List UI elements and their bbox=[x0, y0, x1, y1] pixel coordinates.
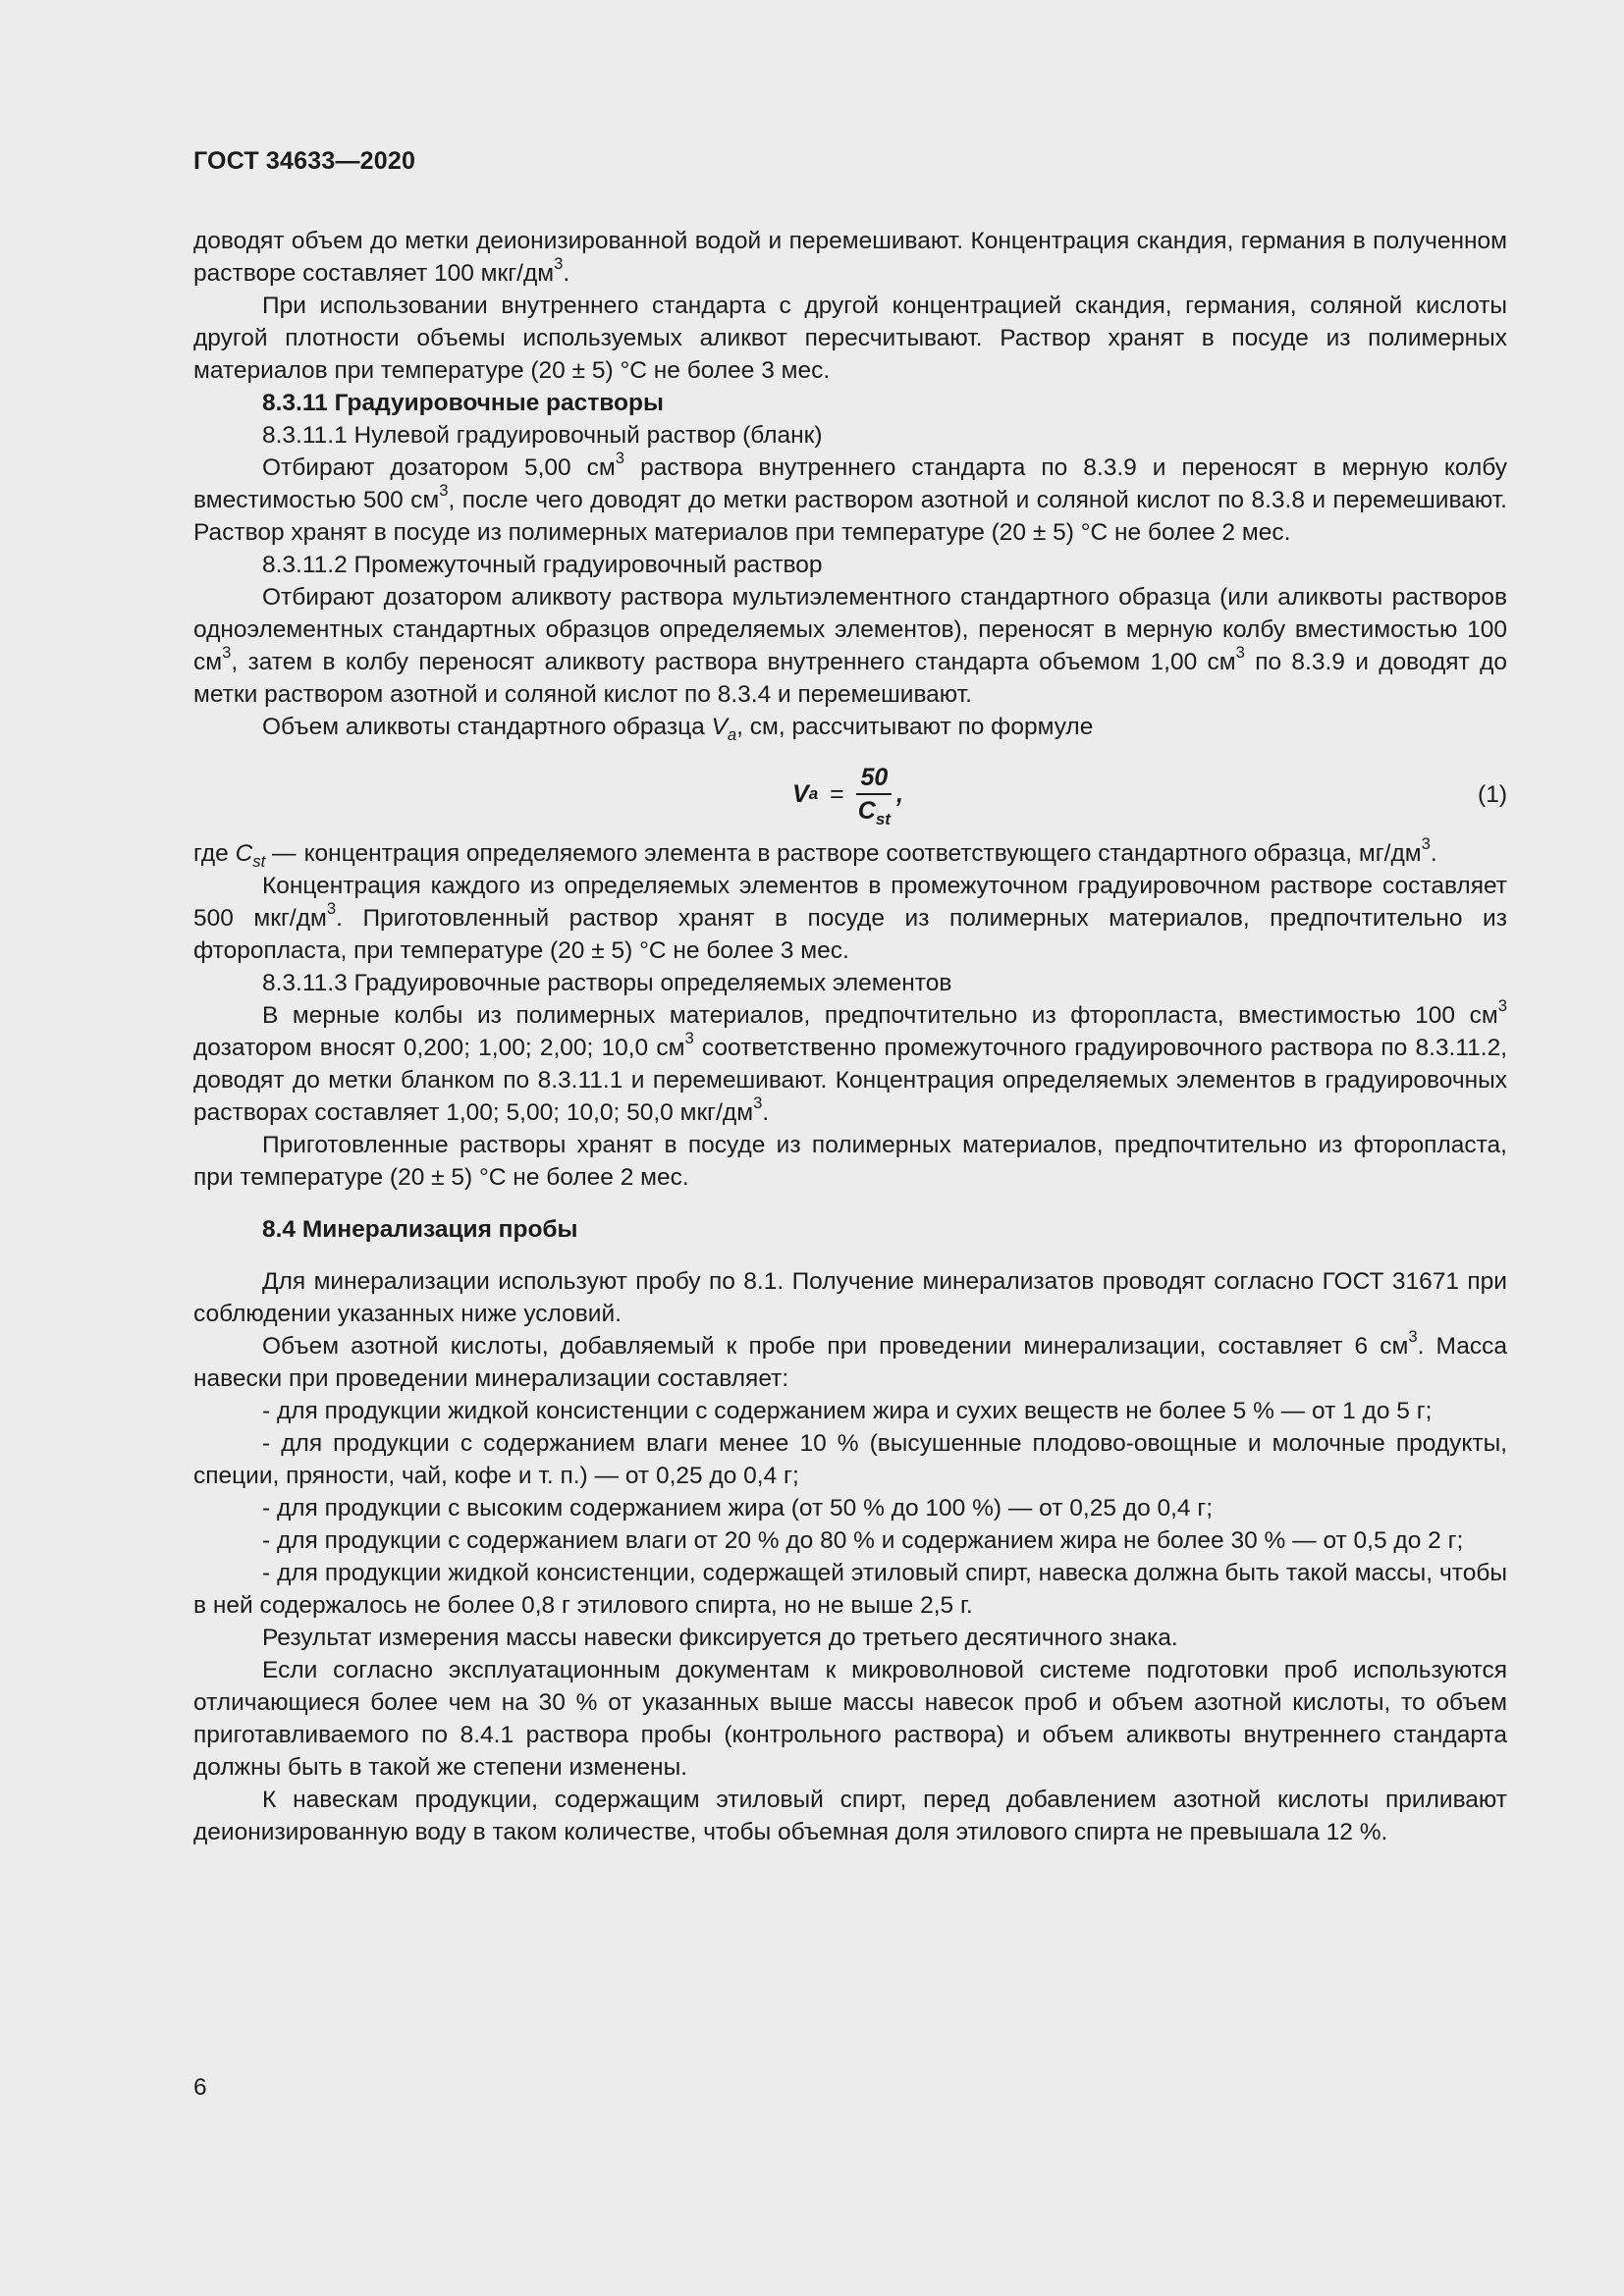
paragraph: При использовании внутреннего стандарта с другой концентрацией скандия, германия, соляной кислоты другой плотности объемы используемых аликвот пересчитывают. Раствор хранят в посуде из полимерных материалов при температуре (20 ± 5) °С не более 3 мес. bbox=[193, 293, 1507, 384]
document-body bbox=[193, 225, 1507, 1848]
paragraph: К навескам продукции, содержащим этиловый спирт, перед добавлением азотной кислоты приливают деионизированную воду в таком количестве, чтобы объемная доля этилового спирта не превышала 12 %. bbox=[193, 1787, 1507, 1845]
paragraph: Приготовленные растворы хранят в посуде из полимерных материалов, предпочтительно из фторопласта, при температуре (20 ± 5) °С не более 2 мес. bbox=[193, 1132, 1507, 1191]
paragraph: Отбирают дозатором 5,00 $см^3$ раствора внутреннего стандарта по 8.3.9 и переносят в мерную колбу вместимостью 500 $см^3$, после чего доводят до метки раствором азотной и соляной кислот по 8.3.8 и перемешивают. Раствор хранят в посуде из полимерных материалов при температуре (20 ± 5) °С не более 2 мес. bbox=[193, 449, 1507, 546]
list-item: - для продукции с содержанием влаги менее 10 % (высушенные плодово-овощные и молочные продукты, специи, пряности, чай, кофе и т. п.) — от 0,25 до 0,4 г; bbox=[193, 1430, 1507, 1489]
subsection-heading-8-3-11-2: 8.3.11.2 Промежуточный градуировочный раствор bbox=[262, 552, 823, 578]
paragraph: Для минерализации используют пробу по 8.1. Получение минерализатов проводят согласно ГОСТ 31671 при соблюдении указанных ниже условий. bbox=[193, 1268, 1507, 1327]
paragraph: Результат измерения массы навески фиксируется до третьего десятичного знака. bbox=[262, 1625, 1178, 1651]
list-item: - для продукции жидкой консистенции, содержащей этиловый спирт, навеска должна быть такой массы, чтобы в ней содержалось не более 0,8 г этилового спирта, но не выше 2,5 г. bbox=[193, 1560, 1507, 1619]
section-heading-8-3-11: 8.3.11 Градуировочные растворы bbox=[262, 390, 664, 416]
paragraph: Концентрация каждого из определяемых элементов в промежуточном градуировочном растворе составляет 500 мкг/$дм^3$. Приготовленный раствор хранят в посуде из полимерных материалов, предпочтительно из фторопласта, при температуре (20 ± 5) °С не более 3 мес. bbox=[193, 873, 1507, 964]
formula-number: (1) bbox=[1478, 781, 1507, 808]
formula-fraction: $\frac{50}{C_{st}}$ bbox=[857, 764, 891, 828]
paragraph: Объем азотной кислоты, добавляемый к пробе при проведении минерализации, составляет 6 $см^3$. Масса навески при проведении минерализации составляет: bbox=[193, 1327, 1507, 1392]
section-heading-8-4: 8.4 Минерализация пробы bbox=[262, 1216, 578, 1243]
list-item: - для продукции с содержанием влаги от 20 % до 80 % и содержанием жира не более 30 % — от 0,5 до 2 г; bbox=[262, 1527, 1464, 1554]
standard-header: ГОСТ 34633—2020 bbox=[193, 147, 416, 175]
paragraph: доводят объем до метки деионизированной водой и перемешивают. Концентрация скандия, германия в полученном растворе составляет 100 мкг/$дм^3$. bbox=[193, 228, 1507, 287]
subsection-heading-8-3-11-3: 8.3.11.3 Градуировочные растворы определяемых элементов bbox=[262, 970, 952, 996]
paragraph: Объем аликвоты стандартного образца $V_a$, см, рассчитывают по формуле bbox=[262, 714, 1094, 744]
formula-1 bbox=[193, 761, 1507, 828]
formula-legend: где $C_{st}$ — концентрация определяемого элемента в растворе соответствующего стандартного образца, $мг/дм^3$. bbox=[193, 834, 1437, 871]
page-number: 6 bbox=[193, 2074, 207, 2101]
formula-expression: V a = $\frac{50}{C_{st}}$ , bbox=[792, 764, 903, 828]
paragraph: Отбирают дозатором аликвоту раствора мультиэлементного стандартного образца (или аликвоты растворов одноэлементных стандартных образцов определяемых элементов), переносят в мерную колбу вместимостью 100 $см^3$, затем в колбу переносят аликвоту раствора внутреннего стандарта объемом 1,00 $см^3$ по 8.3.9 и доводят до метки раствором азотной и соляной кислот по 8.3.4 и перемешивают. bbox=[193, 584, 1507, 708]
list-item: - для продукции жидкой консистенции с содержанием жира и сухих веществ не более 5 % — от 1 до 5 г; bbox=[262, 1398, 1433, 1424]
paragraph: В мерные колбы из полимерных материалов, предпочтительно из фторопласта, вместимостью 100 $см^3$ дозатором вносят 0,200; 1,00; 2,00; 10,0 $см^3$ соответственно промежуточного градуировочного раствора по 8.3.11.2, доводят до метки бланком по 8.3.11.1 и перемешивают. Концентрация определяемых элементов в градуировочных растворах составляет 1,00; 5,00; 10,0; 50,0 мкг/$дм^3$. bbox=[193, 996, 1508, 1126]
list-item: - для продукции с высоким содержанием жира (от 50 % до 100 %) — от 0,25 до 0,4 г; bbox=[262, 1495, 1214, 1522]
paragraph: Если согласно эксплуатационным документам к микроволновой системе подготовки проб используются отличающиеся более чем на 30 % от указанных выше массы навесок проб и объем азотной кислоты, то объем приготавливаемого по 8.4.1 раствора пробы (контрольного раствора) и объем аликвоты внутреннего стандарта должны быть в такой же степени изменены. bbox=[193, 1657, 1507, 1781]
subsection-heading-8-3-11-1: 8.3.11.1 Нулевой градуировочный раствор (бланк) bbox=[262, 422, 823, 449]
